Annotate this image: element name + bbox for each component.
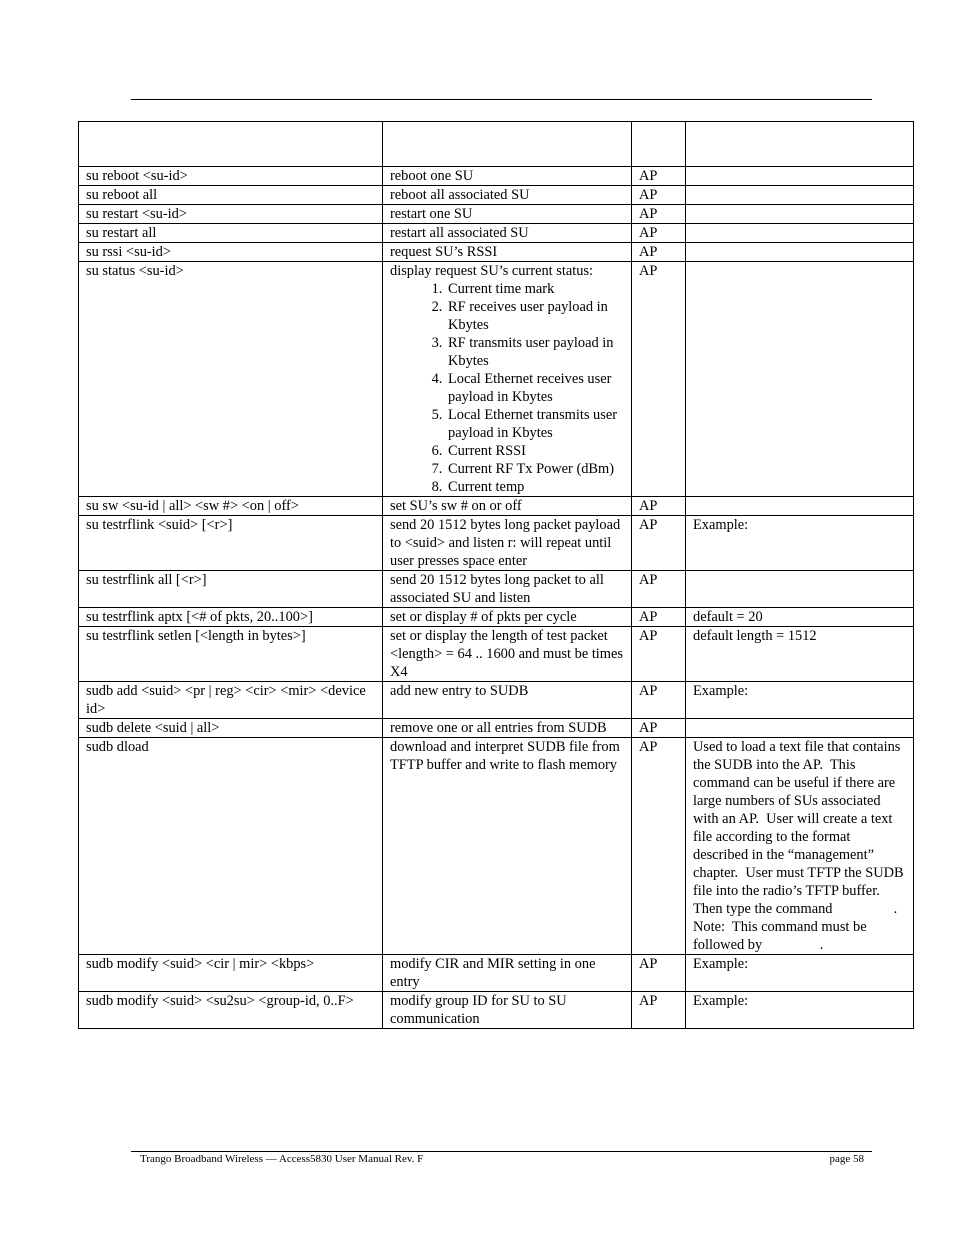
description-cell: download and interpret SUDB file from TFTP buffer and write to flash memory [383,738,632,955]
table-row [79,224,914,243]
table-row [79,992,914,1029]
header-cell-notes [686,122,914,167]
list-item: 6. Current RSSI [446,442,625,460]
status-list [390,280,625,496]
description-cell: restart all associated SU [383,224,632,243]
mode-cell: AP [632,224,686,243]
notes-cell: Example: [686,516,914,571]
table-row [79,627,914,682]
command-cell: sudb dload [79,738,383,955]
header-cell-description [383,122,632,167]
header-cell-command [79,122,383,167]
command-cell: su rssi <su-id> [79,243,383,262]
command-cell: sudb modify <suid> <cir | mir> <kbps> [79,955,383,992]
footer-manual-title: Trango Broadband Wireless — Access5830 User Manual Rev. F [140,1153,424,1165]
description-cell: modify CIR and MIR setting in one entry [383,955,632,992]
description-cell: send 20 1512 bytes long packet payload to <suid> and listen r: will repeat until user presses space enter [383,516,632,571]
notes-cell: default length = 1512 [686,627,914,682]
mode-cell: AP [632,243,686,262]
command-cell: su sw <su-id | all> <sw #> <on | off> [79,497,383,516]
command-cell: su reboot <su-id> [79,167,383,186]
notes-cell [686,497,914,516]
mode-cell: AP [632,627,686,682]
description-cell: send 20 1512 bytes long packet to all associated SU and listen [383,571,632,608]
table-row [79,738,914,955]
description-cell: set or display # of pkts per cycle [383,608,632,627]
description-cell: reboot one SU [383,167,632,186]
mode-cell: AP [632,516,686,571]
notes-cell [686,224,914,243]
table-row [79,682,914,719]
table-row [79,571,914,608]
list-item: 1. Current time mark [446,280,625,298]
header-rule [131,99,872,100]
mode-cell: AP [632,497,686,516]
table-row [79,167,914,186]
table-row [79,186,914,205]
table-row [79,262,914,497]
mode-cell: AP [632,992,686,1029]
description-cell: restart one SU [383,205,632,224]
notes-cell: Example: [686,682,914,719]
list-item: 8. Current temp [446,478,625,496]
table-header-row [79,122,914,167]
notes-cell [686,571,914,608]
description-cell [383,262,632,497]
description-cell: remove one or all entries from SUDB [383,719,632,738]
notes-cell [686,262,914,497]
description-cell: reboot all associated SU [383,186,632,205]
table-row [79,955,914,992]
description-cell: set or display the length of test packet <length> = 64 .. 1600 and must be times X4 [383,627,632,682]
command-cell: su testrflink aptx [<# of pkts, 20..100>] [79,608,383,627]
description-cell: add new entry to SUDB [383,682,632,719]
mode-cell: AP [632,167,686,186]
command-table [78,121,914,1029]
table-row [79,205,914,224]
header-cell-mode [632,122,686,167]
notes-cell: Example: [686,955,914,992]
notes-cell [686,167,914,186]
mode-cell: AP [632,955,686,992]
table-row [79,243,914,262]
table-row [79,497,914,516]
notes-cell: Example: [686,992,914,1029]
notes-cell [686,205,914,224]
command-cell: su testrflink setlen [<length in bytes>] [79,627,383,682]
mode-cell: AP [632,205,686,224]
notes-cell: Used to load a text file that contains the SUDB into the AP. This command can be useful if there are large numbers of SUs associated with an AP. User will create a text file according to the format described in the “management” chapter. User must TFTP the SUDB file into the radio’s TFTP buffer. Then type the command . Note: This command must be followed by . [686,738,914,955]
notes-cell [686,719,914,738]
mode-cell: AP [632,738,686,955]
command-cell: su status <su-id> [79,262,383,497]
list-item: 7. Current RF Tx Power (dBm) [446,460,625,478]
command-cell: sudb delete <suid | all> [79,719,383,738]
list-item: 2. RF receives user payload in Kbytes [446,298,625,334]
description-cell: set SU’s sw # on or off [383,497,632,516]
command-cell: sudb add <suid> <pr | reg> <cir> <mir> <device id> [79,682,383,719]
mode-cell: AP [632,682,686,719]
list-item: 3. RF transmits user payload in Kbytes [446,334,625,370]
notes-cell [686,243,914,262]
notes-cell [686,186,914,205]
mode-cell: AP [632,571,686,608]
description-cell: modify group ID for SU to SU communication [383,992,632,1029]
description-text: display request SU’s current status: [390,263,594,279]
page-number: page 58 [829,1153,864,1165]
command-cell: sudb modify <suid> <su2su> <group-id, 0..F> [79,992,383,1029]
mode-cell: AP [632,186,686,205]
mode-cell: AP [632,262,686,497]
command-cell: su testrflink <suid> [<r>] [79,516,383,571]
mode-cell: AP [632,719,686,738]
table-row [79,608,914,627]
notes-cell: default = 20 [686,608,914,627]
list-item: 5. Local Ethernet transmits user payload in Kbytes [446,406,625,442]
description-cell: request SU’s RSSI [383,243,632,262]
command-cell: su reboot all [79,186,383,205]
command-cell: su restart all [79,224,383,243]
command-cell: su testrflink all [<r>] [79,571,383,608]
table-row [79,516,914,571]
command-cell: su restart <su-id> [79,205,383,224]
mode-cell: AP [632,608,686,627]
list-item: 4. Local Ethernet receives user payload in Kbytes [446,370,625,406]
table-row [79,719,914,738]
